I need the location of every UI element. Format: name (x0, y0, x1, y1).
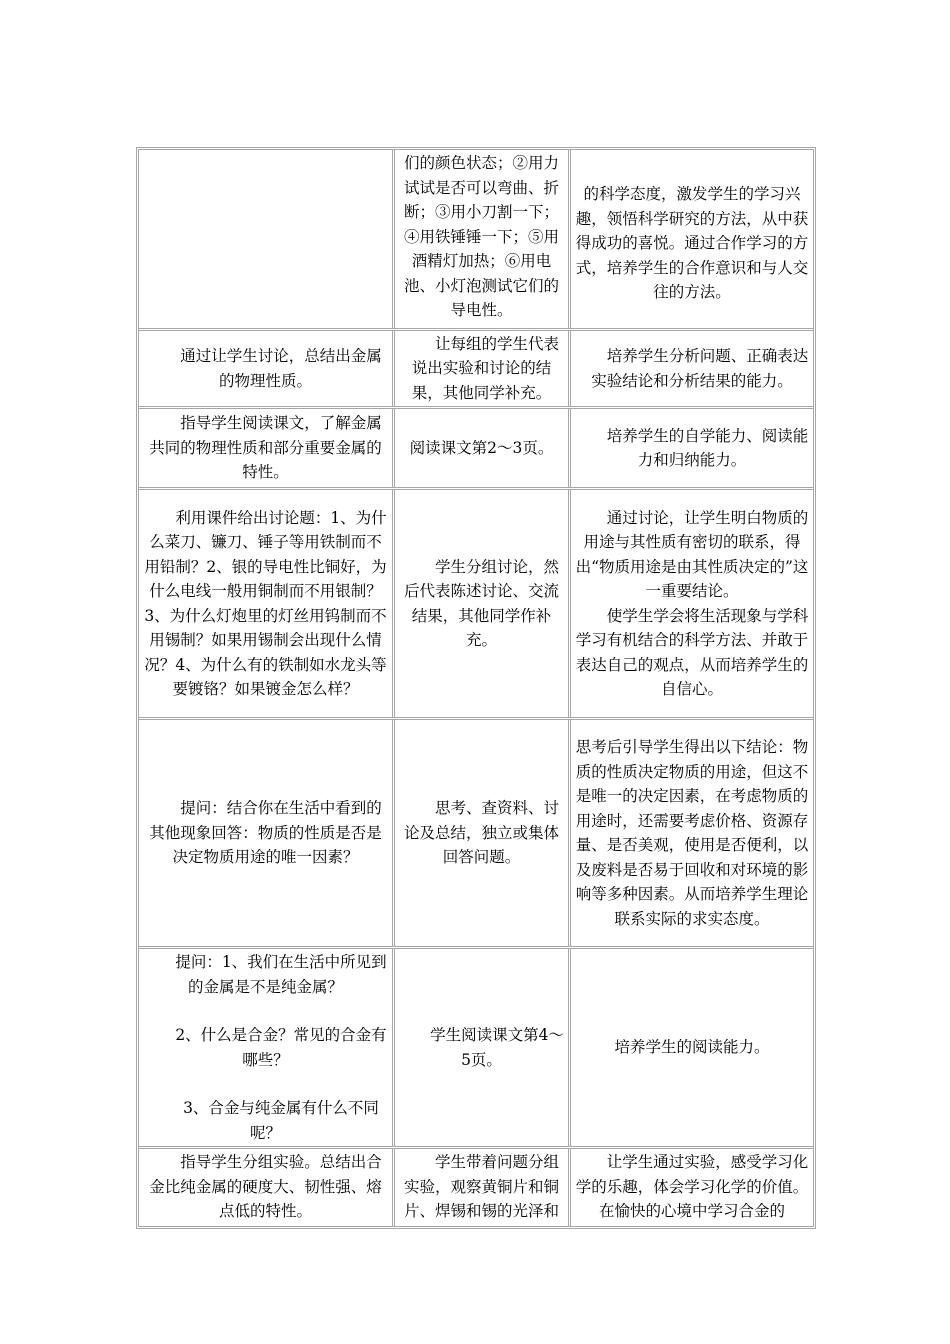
student-activity-cell (395, 1149, 571, 1226)
cell-text: 让每组的学生代表说出实验和讨论的结果，其他同学补充。 (411, 334, 559, 402)
design-intent-cell (571, 490, 813, 717)
cell-text: 培养学生的阅读能力。 (614, 1038, 770, 1057)
table-row (139, 406, 813, 487)
cell-text: 提问：结合你在生活中看到的其他现象回答：物质的性质是否是决定物质用途的唯一因素？ (149, 799, 382, 867)
cell-text: 3、合金与纯金属有什么不同呢？ (183, 1099, 379, 1142)
cell-text: 学生分组讨论，然后代表陈述讨论、交流结果，其他同学作补充。 (403, 557, 559, 649)
cell-text: 的科学态度，激发学生的学习兴趣，领悟科学研究的方法，从中获得成功的喜悦。通过合作学习的方式，培养学生的合作意识和与人交往的方法。 (575, 185, 809, 302)
cell-text: 指导学生阅读课文，了解金属共同的物理性质和部分重要金属的特性。 (149, 414, 382, 482)
lesson-plan-table (136, 147, 816, 1229)
table-row (139, 150, 813, 328)
cell-text: 思考后引导学生得出以下结论：物质的性质决定物质的用途，但这不是唯一的决定因素，在考虑物质的用途时，还需要考虑价格、资源存量、是否美观，使用是否便利，以及废料是否易于回收和对环境的影响等多种因素。从而培养学生理论联系实际的求实态度。 (575, 738, 809, 928)
table-row (139, 328, 813, 406)
teacher-activity-cell (139, 409, 395, 487)
student-activity-cell (395, 331, 571, 406)
student-activity-cell (395, 409, 571, 487)
cell-text: 指导学生分组实验。总结出合金比纯金属的硬度大、韧性强、熔点低的特性。 (149, 1153, 382, 1220)
cell-text: 利用课件给出讨论题：1、为什么菜刀、镰刀、锤子等用铁制而不用铅制？2、银的导电性比铜好，为什么电线一般用铜制而不用银制？3、为什么灯炮里的灯丝用钨制而不用锡制？如果用锡制会出现什么情况？4、为什么有的铁制如水龙头等要镀铬？如果镀金怎么样？ (144, 508, 387, 698)
design-intent-cell (571, 150, 813, 328)
cell-text: 2、什么是合金？常见的合金有哪些？ (175, 1026, 387, 1069)
teacher-activity-cell (139, 720, 395, 946)
student-activity-cell (395, 720, 571, 946)
teacher-activity-cell (139, 1149, 395, 1226)
table-row (139, 717, 813, 946)
teacher-activity-cell (139, 490, 395, 717)
design-intent-cell (571, 331, 813, 406)
cell-text: 培养学生分析问题、正确表达实验结论和分析结果的能力。 (591, 347, 809, 390)
cell-text: 学生带着问题分组实验，观察黄铜片和铜片、焊锡和锡的光泽和 (403, 1153, 559, 1220)
student-activity-cell (395, 150, 571, 328)
cell-text: 提问：1、我们在生活中所见到的金属是不是纯金属？ (175, 953, 387, 996)
cell-text: 培养学生的自学能力、阅读能力和归纳能力。 (606, 426, 809, 469)
design-intent-cell (571, 720, 813, 946)
cell-text: 阅读课文第2～3页。 (409, 438, 554, 457)
design-intent-cell (571, 949, 813, 1146)
table-row (139, 1146, 813, 1226)
student-activity-cell (395, 949, 571, 1146)
table-row (139, 487, 813, 717)
cell-text: 思考、查资料、讨论及总结，独立或集体回答问题。 (403, 799, 559, 867)
student-activity-cell (395, 490, 571, 717)
cell-text: 通过让学生讨论，总结出金属的物理性质。 (180, 347, 382, 390)
teacher-activity-cell (139, 150, 395, 328)
cell-text: 让学生通过实验，感受学习化学的乐趣，体会学习化学的价值。在愉快的心境中学习合金的 (575, 1153, 809, 1220)
teacher-activity-cell (139, 331, 395, 406)
teacher-activity-cell (139, 949, 395, 1146)
cell-text: 使学生学会将生活现象与学科学习有机结合的科学方法、并敢于表达自己的观点，从而培养学生的自信心。 (575, 606, 809, 698)
cell-text: 学生阅读课文第4～5页。 (430, 1026, 564, 1069)
cell-text: 通过讨论，让学生明白物质的用途与其性质有密切的联系，得出“物质用途是由其性质决定的”这一重要结论。 (575, 508, 809, 600)
cell-text: 们的颜色状态；②用力试试是否可以弯曲、折断；③用小刀割一下；④用铁锤锤一下；⑤用酒精灯加热；⑥用电池、小灯泡测试它们的导电性。 (403, 154, 559, 319)
design-intent-cell (571, 1149, 813, 1226)
table-row (139, 946, 813, 1146)
design-intent-cell (571, 409, 813, 487)
